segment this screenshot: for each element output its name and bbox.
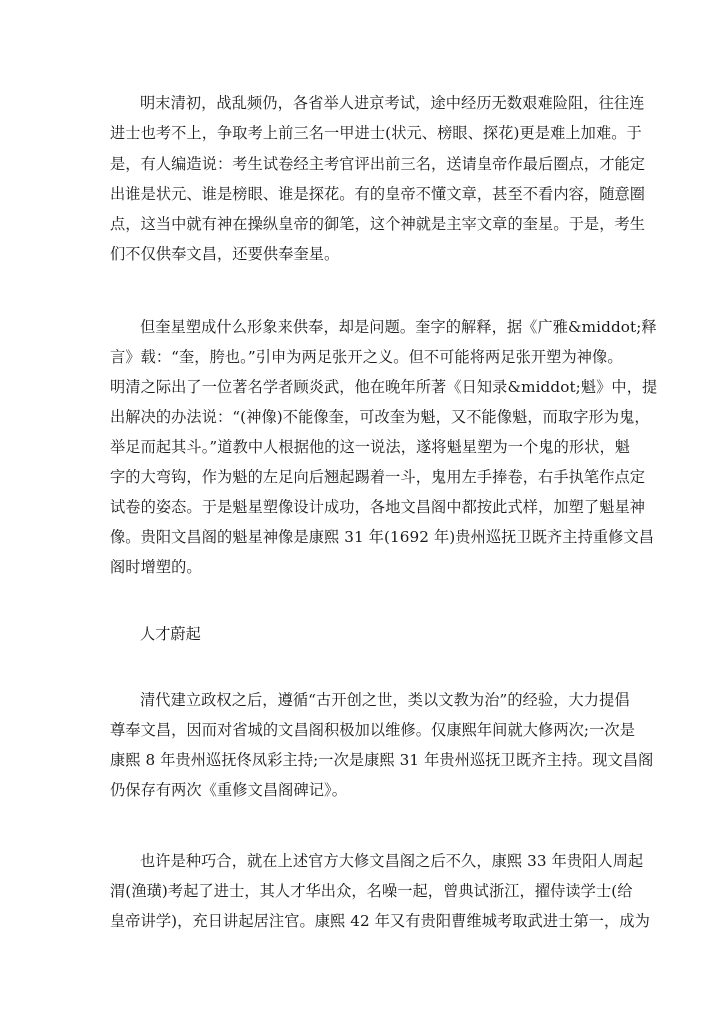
paragraph-line: 字的大弯钩，作为魁的左足向后翘起踢着一斗，鬼用左手捧卷，右手执笔作点定: [110, 468, 646, 486]
paragraph-line: 像。贵阳文昌阁的魁星神像是康熙 31 年(1692 年)贵州巡抚卫既齐主持重修文昌: [110, 528, 655, 546]
paragraph-line: 是，有人编造说：考生试卷经主考官评出前三名，送请皇帝作最后圈点，才能定: [110, 155, 646, 173]
paragraph-line: 阁时增塑的。: [110, 558, 202, 576]
paragraph-line: 出解决的办法说：“(神像)不能像奎，可改奎为魁，又不能像魁，而取字形为鬼，: [110, 408, 650, 426]
paragraph-line: 言》载：“奎，胯也。”引申为两足张开之义。但不可能将两足张开塑为神像。: [110, 348, 623, 366]
section-heading: 人才蔚起: [140, 625, 201, 643]
paragraph-line: 渭(渔璜)考起了进士，其人才华出众，名噪一起，曾典试浙江，擢侍读学士(给: [110, 882, 633, 900]
paragraph-line: 举足而起其斗。”道教中人根据他的这一说法，遂将魁星塑为一个鬼的形状，魁: [110, 438, 631, 456]
paragraph-line: 尊奉文昌，因而对省城的文昌阁积极加以维修。仅康熙年间就大修两次;一次是: [110, 721, 635, 739]
paragraph-line: 出谁是状元、谁是榜眼、谁是探花。有的皇帝不懂文章，甚至不看内容，随意圈: [110, 185, 646, 203]
paragraph-line: 也许是种巧合，就在上述官方大修文昌阁之后不久，康熙 33 年贵阳人周起: [140, 852, 644, 870]
paragraph-line: 明末清初，战乱频仍，各省举人进京考试，途中经历无数艰难险阻，往往连: [140, 94, 645, 112]
paragraph-line: 但奎星塑成什么形象来供奉，却是问题。奎字的解释，据《广雅&middot;释: [140, 318, 657, 336]
paragraph-line: 清代建立政权之后，遵循“古开创之世，类以文教为治”的经验，大力提倡: [140, 691, 630, 709]
paragraph-line: 皇帝讲学)，充日讲起居注官。康熙 42 年又有贵阳曹维城考取武进士第一，成为: [110, 912, 650, 930]
paragraph-line: 明清之际出了一位著名学者顾炎武，他在晚年所著《日知录&middot;魁》中，提: [110, 378, 658, 396]
paragraph-line: 们不仅供奉文昌，还要供奉奎星。: [110, 245, 340, 263]
paragraph-line: 进士也考不上，争取考上前三名一甲进士(状元、榜眼、探花)更是难上加难。于: [110, 124, 642, 142]
paragraph-line: 仍保存有两次《重修文昌阁碑记》。: [110, 781, 347, 799]
paragraph-line: 康熙 8 年贵州巡抚佟凤彩主持;一次是康熙 31 年贵州巡抚卫既齐主持。现文昌阁: [110, 751, 654, 769]
paragraph-line: 试卷的姿态。于是魁星塑像设计成功，各地文昌阁中都按此式样，加塑了魁星神: [110, 498, 646, 516]
paragraph-line: 点，这当中就有神在操纵皇帝的御笔，这个神就是主宰文章的奎星。于是，考生: [110, 215, 646, 233]
